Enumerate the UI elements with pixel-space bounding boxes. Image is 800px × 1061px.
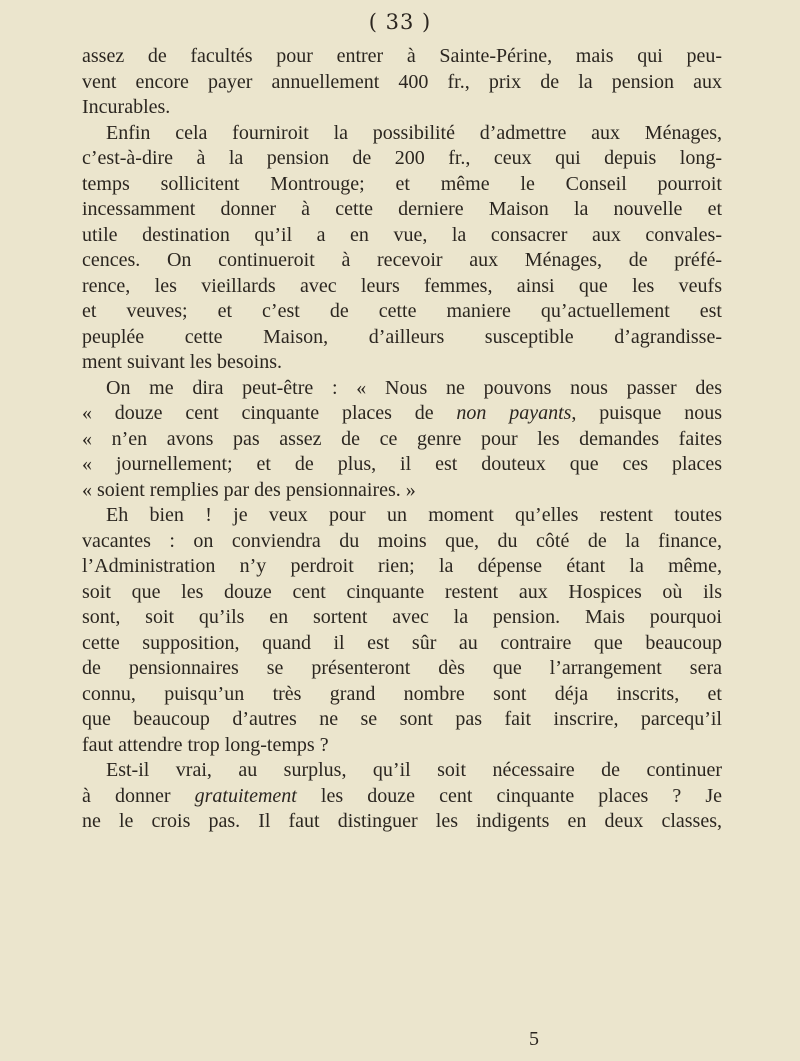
text-line: « soient remplies par des pensionnaires. » [82,478,416,501]
text-line: et veuves; et c’est de cette maniere qu’actuellement est [82,300,722,322]
text-line: « journellement; et de plus, il est douteux que ces places [82,453,722,475]
text-line: cences. On continueroit à recevoir aux Ménages, de préfé- [82,249,722,271]
text-line: ne le crois pas. Il faut distinguer les indigents en deux classes, [82,810,722,832]
text-line: c’est-à-dire à la pension de 200 fr., ceux qui depuis long- [82,147,722,169]
text-line: vent encore payer annuellement 400 fr., prix de la pension aux [82,70,722,93]
text-line: peuplée cette Maison, d’ailleurs susceptible d’agrandisse- [82,325,722,348]
text-line: cette supposition, quand il est sûr au contraire que beaucoup [82,631,722,654]
text-line: incessamment donner à cette derniere Maison la nouvelle et [82,198,722,220]
text-line: soit que les douze cent cinquante restent aux Hospices où ils [82,580,722,603]
text-line: Enfin cela fourniroit la possibilité d’admettre aux Ménages, [106,121,722,144]
text-line: assez de facultés pour entrer à Sainte-Périne, mais qui peu- [82,45,722,67]
signature-mark: 5 [529,1028,539,1050]
text-line: de pensionnaires se présenteront dès que l’arrangement sera [82,657,722,679]
text-line: faut attendre trop long-temps ? [82,733,329,756]
text-line: sont, soit qu’ils en sortent avec la pension. Mais pourquoi [82,606,722,628]
text-line: Est-il vrai, au surplus, qu’il soit nécessaire de continuer [106,759,722,781]
text-line: « douze cent cinquante places de non payants, puisque nous [82,402,722,424]
text-line: Incurables. [82,96,171,118]
text-line: l’Administration n’y perdroit rien; la dépense étant la même, [82,555,722,577]
text-line: « n’en avons pas assez de ce genre pour les demandes faites [82,427,722,450]
text-line: temps sollicitent Montrouge; et même le Conseil pourroit [82,172,722,195]
text-line: rence, les vieillards avec leurs femmes, ainsi que les veufs [82,274,722,297]
text-line: connu, puisqu’un très grand nombre sont déja inscrits, et [82,682,722,705]
text-line: à donner gratuitement les douze cent cinquante places ? Je [82,784,722,807]
text-line: vacantes : on conviendra du moins que, du côté de la finance, [82,529,722,552]
page-number-header: ( 33 ) [368,10,432,34]
text-line: On me dira peut-être : « Nous ne pouvons nous passer des [106,376,722,399]
text-line: Eh bien ! je veux pour un moment qu’elles restent toutes [106,504,722,526]
text-line: utile destination qu’il a en vue, la consacrer aux convales- [82,223,722,246]
body-text [82,44,722,835]
text-line: ment suivant les besoins. [82,351,282,373]
text-line: que beaucoup d’autres ne se sont pas fait inscrire, parcequ’il [82,708,722,730]
